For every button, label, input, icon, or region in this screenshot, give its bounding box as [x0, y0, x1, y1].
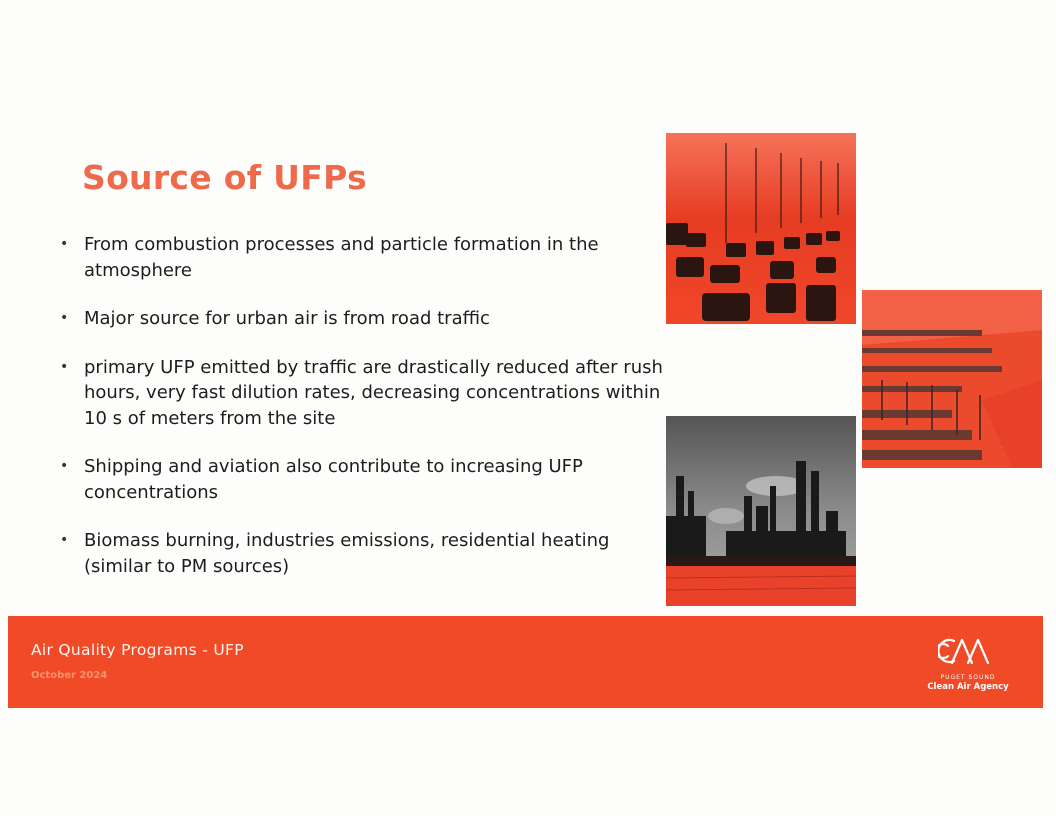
bullet-text: Shipping and aviation also contribute to increasing UFP concentrations [84, 456, 583, 503]
bullet-dot-icon: • [60, 358, 69, 375]
bullet-dot-icon: • [60, 236, 69, 252]
port-photo [862, 290, 1042, 468]
footer-band [8, 616, 1043, 708]
traffic-photo [666, 133, 856, 324]
bullet-text: primary UFP emitted by traffic are drastically reduced after rush hours, very fast dilution rates, decreasing concentrations within 10 s of meters from the site [84, 356, 663, 429]
caa-logo-icon [938, 636, 998, 666]
bullet-text: Biomass burning, industries emissions, residential heating (similar to PM sources) [84, 530, 610, 577]
bullet-dot-icon: • [60, 458, 69, 474]
bullet-item [58, 306, 670, 332]
bullet-text: Major source for urban air is from road traffic [84, 308, 490, 329]
bullet-item [58, 454, 670, 505]
slide-title: Source of UFPs [82, 158, 367, 197]
bullet-item [58, 528, 670, 579]
footer-date: October 2024 [31, 670, 108, 681]
bullet-dot-icon: • [60, 532, 69, 548]
bullet-dot-icon: • [60, 310, 69, 326]
bullet-list [58, 232, 670, 602]
logo-subtitle: PUGET SOUND [940, 674, 996, 681]
logo-name: Clean Air Agency [927, 682, 1009, 692]
bullet-text: From combustion processes and particle formation in the atmosphere [84, 234, 599, 281]
footer-program-title: Air Quality Programs - UFP [31, 641, 244, 659]
industry-photo [666, 416, 856, 606]
bullet-item [58, 232, 670, 283]
agency-logo [923, 636, 1013, 696]
bullet-item [58, 355, 670, 432]
